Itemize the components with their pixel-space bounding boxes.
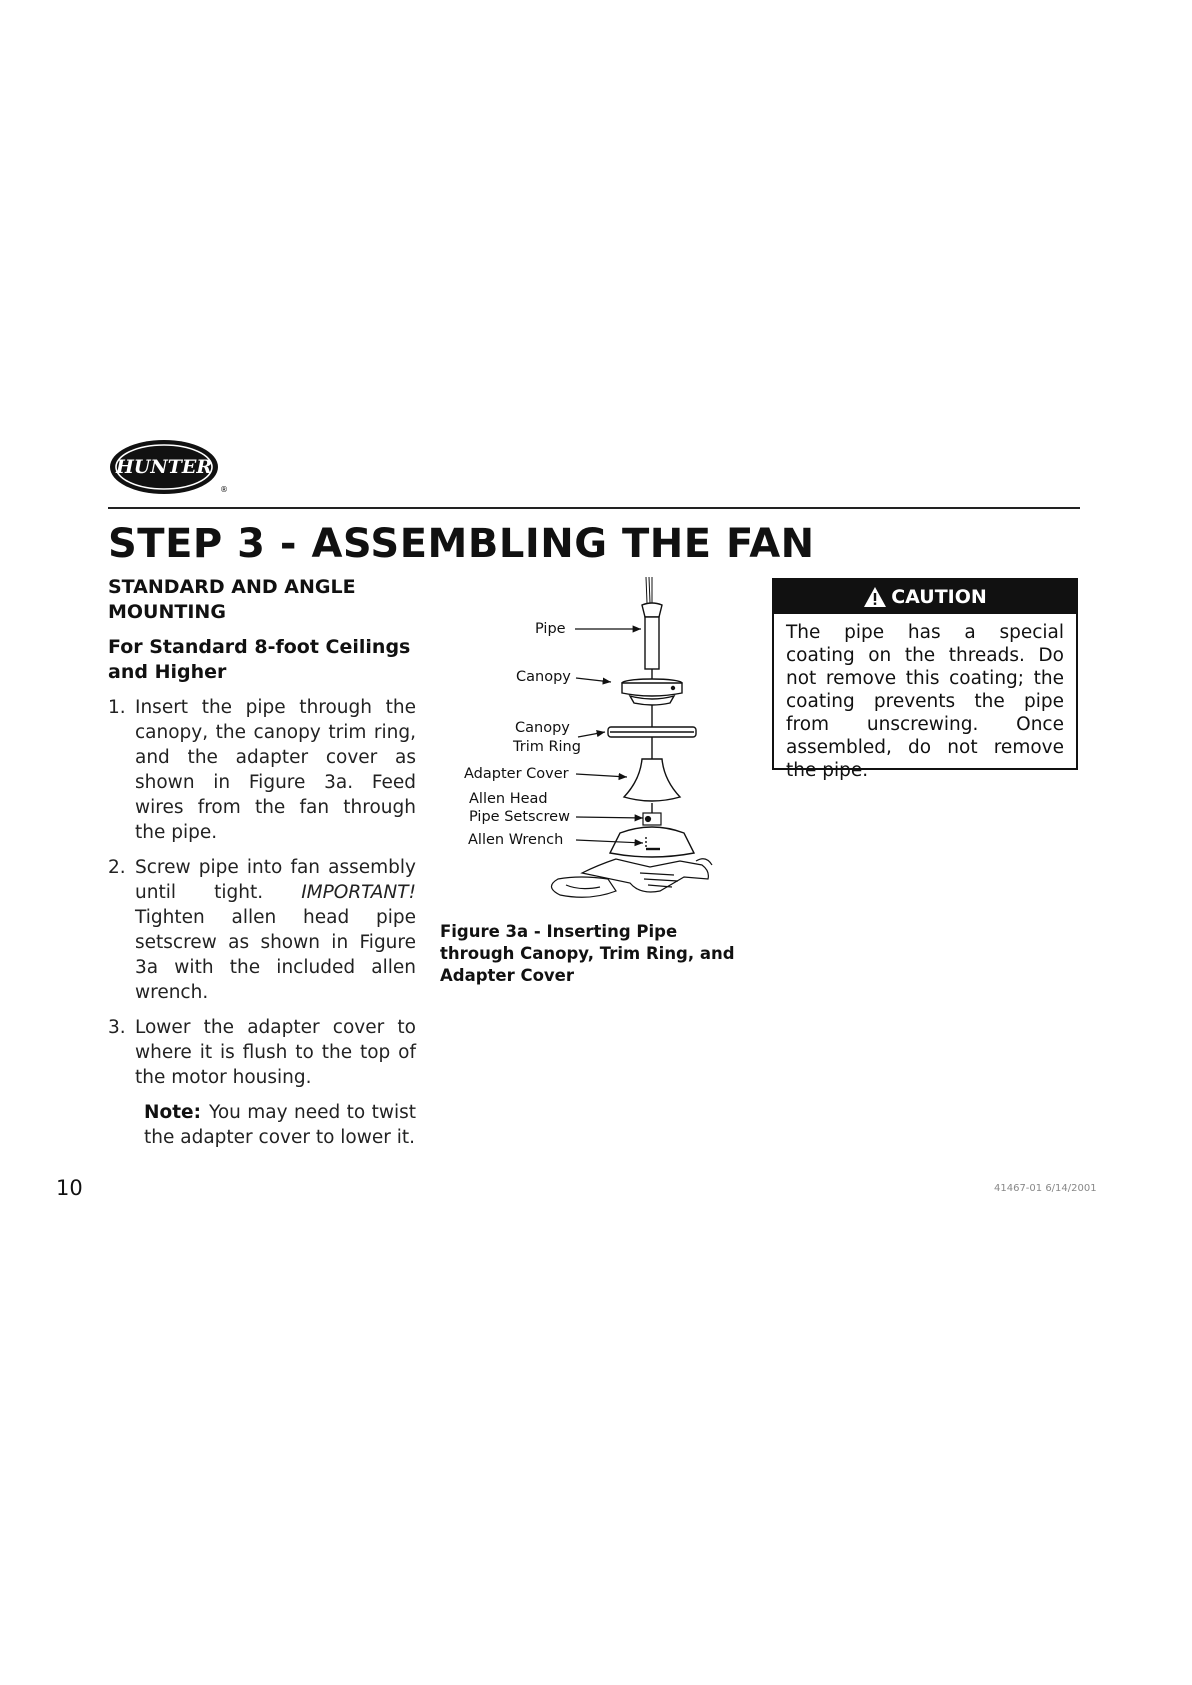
step-item xyxy=(108,695,416,845)
step-text: Tighten allen head pipe setscrew as shown in Figure 3a with the included allen wrench. xyxy=(135,907,416,1003)
hunter-logo xyxy=(108,436,228,498)
label-pipe: Pipe xyxy=(535,621,566,637)
figure-caption: Figure 3a - Inserting Pipe through Canopy, Trim Ring, and Adapter Cover xyxy=(440,922,735,985)
adapter-cover-part xyxy=(624,759,680,813)
svg-text:HUNTER: HUNTER xyxy=(115,456,213,478)
caution-header xyxy=(774,580,1076,614)
caution-box xyxy=(772,578,1078,781)
canopy-part xyxy=(622,679,682,727)
label-adapter-cover: Adapter Cover xyxy=(464,766,569,782)
fan-assembly-diagram xyxy=(440,575,732,915)
label-trim-ring-line1: Canopy xyxy=(515,720,570,736)
note-text: You may need to twist the adapter cover to lower it. xyxy=(144,1102,416,1148)
page-number: 10 xyxy=(56,1176,83,1200)
label-trim-ring-line2: Trim Ring xyxy=(513,739,581,755)
step-text: Lower the adapter cover to where it is flush to the top of the motor housing. xyxy=(135,1017,416,1088)
step-text: Insert the pipe through the canopy, the canopy trim ring, and the adapter cover as shown in Figure 3a. Feed wires from the fan through the pipe. xyxy=(135,697,416,843)
label-canopy: Canopy xyxy=(516,669,571,685)
blade-iron-part xyxy=(551,859,712,898)
note xyxy=(108,1100,416,1150)
pipe-part xyxy=(642,603,662,679)
caution-text: The pipe has a special coating on the threads. Do not remove this coating; the coating prevents the pipe from unscrewing. Once assembled, do not remove the pipe. xyxy=(786,622,1064,781)
important-emphasis: IMPORTANT! xyxy=(301,882,416,903)
label-setscrew-line2: Pipe Setscrew xyxy=(469,809,570,825)
step-number: 3. xyxy=(108,1017,126,1038)
instructions-column xyxy=(108,575,416,1150)
document-code: 41467-01 6/14/2001 xyxy=(994,1183,1097,1194)
label-allen-wrench: Allen Wrench xyxy=(468,832,564,848)
page-title: STEP 3 - ASSEMBLING THE FAN xyxy=(108,521,815,567)
label-setscrew-line1: Allen Head xyxy=(469,791,548,807)
step-text: Screw pipe into fan assembly until tight. xyxy=(135,857,416,903)
header-rule xyxy=(108,507,1080,509)
step-item xyxy=(108,1015,416,1090)
steps-list xyxy=(108,695,416,1090)
section-heading: STANDARD AND ANGLE MOUNTING xyxy=(108,576,356,623)
note-label: Note: xyxy=(144,1102,201,1123)
step-number: 2. xyxy=(108,857,126,878)
step-number: 1. xyxy=(108,697,126,718)
setscrew-collar-part xyxy=(643,813,661,825)
figure-3a xyxy=(440,575,732,915)
svg-text:®: ® xyxy=(220,485,228,494)
caution-title: CAUTION xyxy=(891,586,987,608)
trim-ring-part xyxy=(608,727,696,759)
warning-triangle-icon xyxy=(863,586,887,608)
sub-heading: For Standard 8-foot Ceilings and Higher xyxy=(108,636,411,683)
step-item xyxy=(108,855,416,1005)
wires xyxy=(646,577,652,603)
